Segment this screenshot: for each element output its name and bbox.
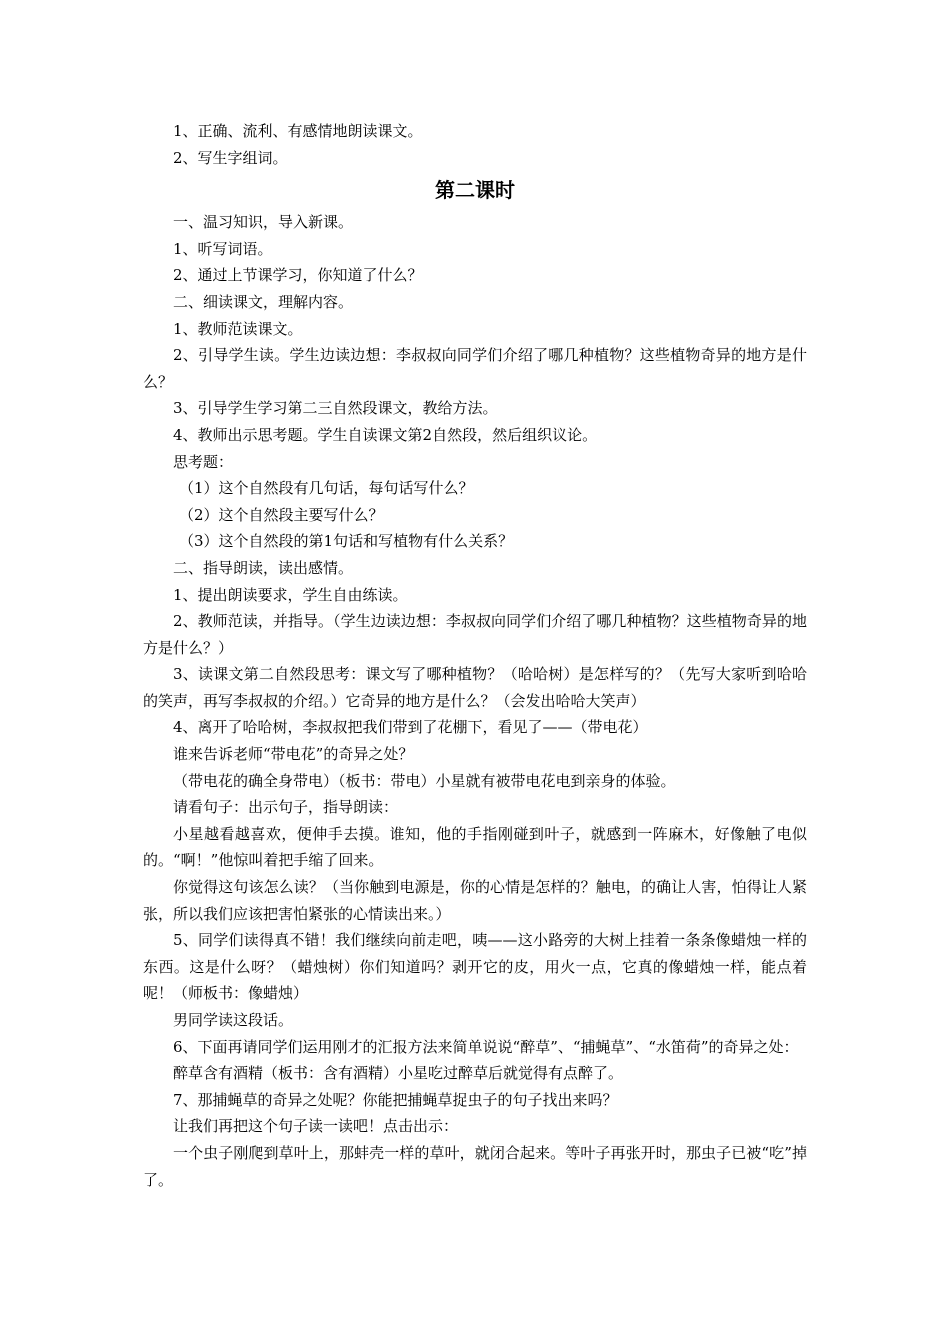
paragraph: 思考题：	[173, 452, 234, 471]
paragraph: 2、通过上节课学习，你知道了什么？	[173, 266, 423, 285]
paragraph: 1、提出朗读要求，学生自由练读。	[173, 585, 408, 604]
paragraph: 1、听写词语。	[173, 239, 273, 258]
paragraph: 一、温习知识，导入新课。	[173, 213, 354, 232]
paragraph: 男同学读这段话。	[173, 1011, 294, 1029]
question-item: （2）这个自然段主要写什么？	[179, 505, 384, 524]
section-title: 第二课时	[435, 178, 515, 203]
paragraph: 二、细读课文，理解内容。	[173, 292, 354, 311]
paragraph: 醉草含有酒精（板书：含有酒精）小星吃过醉草后就觉得有点醉了。	[173, 1064, 624, 1083]
paragraph: （带电花的确全身带电）（板书：带电）小星就有被带电花电到亲身的体验。	[173, 771, 676, 790]
paragraph: 4、离开了哈哈树，李叔叔把我们带到了花棚下，看见了——（带电花）	[173, 718, 648, 737]
paragraph: 二、指导朗读，读出感情。	[173, 558, 354, 577]
question-item: （1）这个自然段有几句话，每句话写什么？	[179, 479, 474, 498]
paragraph: 4、教师出示思考题。学生自读课文第2自然段，然后组织议论。	[173, 425, 598, 444]
paragraph: 3、读课文第二自然段思考：课文写了哪种植物？（哈哈树）是怎样写的？（先写大家听到哈哈的笑声，再写李叔叔的介绍。）它奇异的地方是什么？（会发出哈哈大笑声）	[143, 665, 807, 710]
intro-line: 2、写生字组词。	[173, 148, 288, 167]
paragraph: 5、同学们读得真不错！我们继续向前走吧，咦——这小路旁的大树上挂着一条条像蜡烛一样的东西。这是什么呀？（蜡烛树）你们知道吗？剥开它的皮，用火一点，它真的像蜡烛一样，能点着呢！（师板书：像蜡烛）	[143, 931, 807, 1003]
paragraph: 请看句子：出示句子，指导朗读：	[173, 798, 399, 817]
paragraph: 谁来告诉老师“带电花”的奇异之处？	[173, 745, 414, 764]
paragraph: 7、那捕蝇草的奇异之处呢？你能把捕蝇草捉虫子的句子找出来吗？	[173, 1090, 618, 1109]
paragraph: 小星越看越喜欢，便伸手去摸。谁知，他的手指刚碰到叶子，就感到一阵麻木，好像触了电似的。“啊！”他惊叫着把手缩了回来。	[143, 824, 807, 870]
paragraph: 6、下面再请同学们运用刚才的汇报方法来简单说说“醉草”、“捕蝇草”、“水笛荷”的奇异之处：	[173, 1037, 799, 1056]
paragraph: 你觉得这句该怎么读？（当你触到电源是，你的心情是怎样的？触电，的确让人害，怕得让人紧张，所以我们应该把害怕紧张的心情读出来。）	[143, 878, 807, 923]
paragraph: 2、教师范读，并指导。（学生边读边想：李叔叔向同学们介绍了哪几种植物？这些植物奇异的地方是什么？）	[143, 612, 807, 657]
paragraph: 一个虫子刚爬到草叶上，那蚌壳一样的草叶，就闭合起来。等叶子再张开时，那虫子已被“吃”掉了。	[143, 1143, 807, 1189]
intro-line: 1、正确、流利、有感情地朗读课文。	[173, 122, 423, 140]
paragraph: 1、教师范读课文。	[173, 319, 303, 338]
paragraph: 让我们再把这个句子读一读吧！点击出示：	[173, 1117, 459, 1136]
paragraph: 3、引导学生学习第二三自然段课文，教给方法。	[173, 399, 498, 418]
document-body	[143, 118, 807, 1193]
question-item: （3）这个自然段的第1句话和写植物有什么关系？	[179, 532, 514, 551]
paragraph: 2、引导学生读。学生边读边想：李叔叔向同学们介绍了哪几种植物？这些植物奇异的地方是什么？	[143, 346, 807, 391]
